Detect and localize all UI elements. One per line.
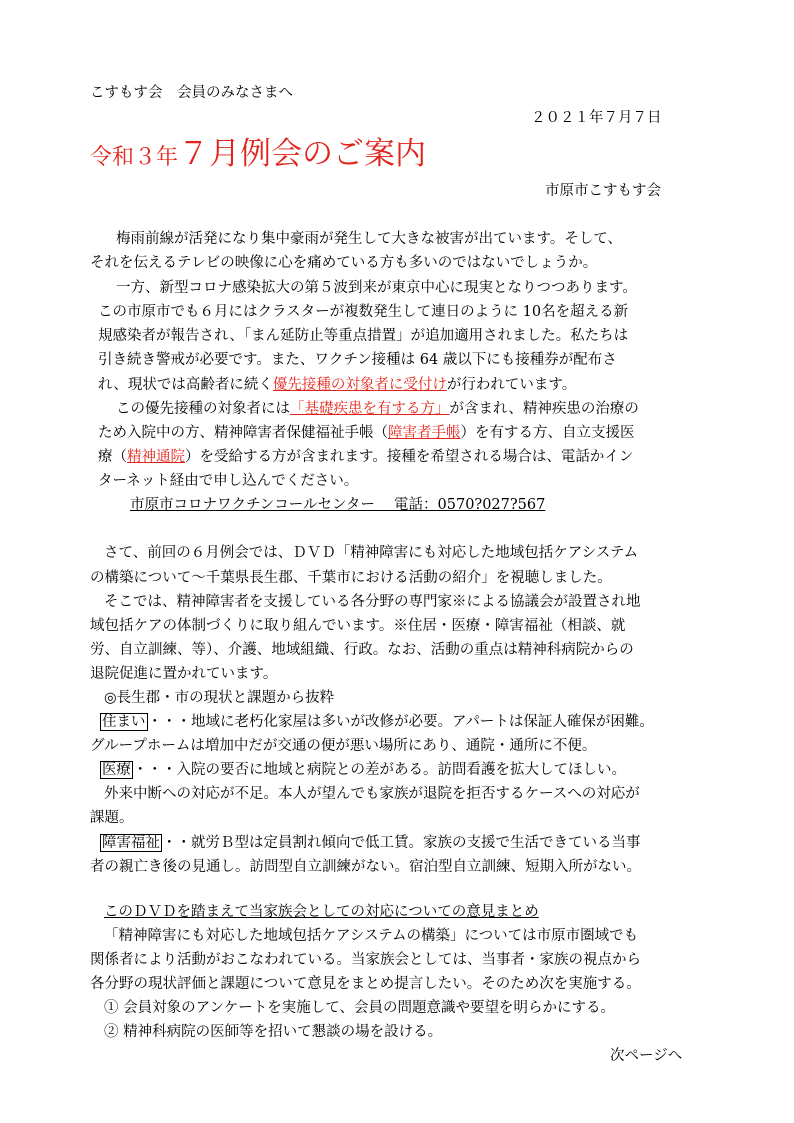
report-line: 労、自立訓練、等）、介護、地域組織、行政。なお、活動の重点は精神科病院からの: [90, 642, 634, 658]
greeting: こすもす会 会員のみなさまへ: [90, 85, 293, 101]
intro-line: この市原市でも６月にはクラスターが複数発生して連日のように 10名を超える新: [98, 304, 629, 320]
medical-label: 医療: [102, 762, 131, 778]
organization-name: 市原市こすもす会: [545, 183, 661, 199]
intro-line: それを伝えるテレビの映像に心を痛めている方も多いのではないでしょうか。: [90, 255, 598, 271]
text-segment: ・・・入院の要否に地域と病院との差がある。訪問看護を拡大してほしい。: [133, 762, 626, 778]
summary-heading: このＤＶＤを踏まえて当家族会としての対応についての意見まとめ: [104, 904, 539, 920]
summary-item-1: ① 会員対象のアンケートを実施して、会員の問題意識や要望を明らかにする。: [104, 1000, 615, 1016]
excerpt-heading: ◎長生郡・市の現状と課題から抜粋: [104, 690, 335, 706]
report-line: の構築について〜千葉県長生郡、千葉市における活動の紹介」を視聴しました。: [90, 570, 612, 586]
text-segment: ため入院中の方、精神障害者保健福祉手帳（: [98, 425, 388, 441]
text-segment: この優先接種の対象者には: [116, 401, 290, 417]
report-line: さて、前回の６月例会では、ＤＶＤ「精神障害にも対応した地域包括ケアシステム: [104, 545, 639, 561]
intro-line: 梅雨前線が活発になり集中豪雨が発生して大きな被害が出ています。そして、: [116, 231, 623, 247]
housing-item: [100, 713, 654, 731]
priority-vaccination-note: 優先接種の対象者に受付け: [272, 377, 447, 393]
report-line: グループホームは増加中だが交通の便が悪い場所にあり、通院・通所に不便。: [90, 738, 597, 754]
report-line: 外来中断への対応が不足。本人が望んでも家族が退院を拒否するケースへの対応が: [104, 786, 640, 802]
intro-line: [98, 376, 576, 394]
text-segment: 療（: [98, 449, 127, 465]
title-era: 令和３年: [90, 145, 179, 170]
intro-line: 規感染者が報告され、「まん延防止等重点措置」が追加適用されました。私たちは: [98, 328, 629, 344]
summary-line: 関係者により活動がおこなわれている。当家族会としては、当事者・家族の視点から: [90, 952, 641, 968]
summary-line: 「精神障害にも対応した地域包括ケアシステムの構築」については市原市圏域でも: [104, 928, 639, 944]
summary-line: 各分野の現状評価と課題について意見をまとめ提言したい。そのため次を実施する。: [90, 976, 641, 992]
welfare-item: [100, 834, 641, 852]
intro-line: ターネット経由で申し込んでください。: [98, 473, 359, 489]
summary-item-2: ② 精神科病院の医師等を招いて懇談の場を設ける。: [104, 1024, 443, 1040]
call-center-info: 市原市コロナワクチンコールセンター 電話：0570?027?567: [130, 497, 546, 513]
report-line: そこでは、精神障害者を支援している各分野の専門家※による協議会が設置され地: [104, 594, 641, 610]
report-line: 者の親亡き後の見通し。訪問型自立訓練がない。宿泊型自立訓練、短期入所がない。: [90, 859, 641, 875]
next-page-label: 次ページへ: [610, 1048, 683, 1064]
text-segment: ・・・地域に老朽化家屋は多いが改修が必要。アパートは保証人確保が困難。: [147, 714, 654, 730]
text-segment: ）を有する方、自立支援医: [460, 425, 635, 441]
welfare-label: 障害福祉: [102, 835, 160, 851]
underlying-condition-note: 「基礎疾患を有する方」: [290, 401, 450, 417]
intro-line: [98, 448, 633, 466]
text-segment: が行われています。: [446, 377, 577, 393]
page-title: [90, 136, 427, 173]
intro-line: 引き続き警戒が必要です。また、ワクチン接種は 64 歳以下にも接種券が配布さ: [98, 352, 617, 368]
text-segment: れ、現状では高齢者に続く: [98, 377, 273, 393]
report-line: 域包括ケアの体制づくりに取り組んでいます。※住居・医療・障害福祉（相談、就: [90, 618, 626, 634]
document-date: ２０２１年７月７日: [531, 110, 662, 126]
housing-label: 住まい: [102, 714, 146, 730]
medical-item: [100, 761, 626, 779]
text-segment: ・・就労Ｂ型は定員割れ傾向で低工賃。家族の支援で生活できている当事: [162, 835, 641, 851]
text-segment: が含まれ、精神疾患の治療の: [449, 401, 639, 417]
text-segment: ）を受給する方が含まれます。接種を希望される場合は、電話かイン: [185, 449, 634, 465]
report-line: 課題。: [90, 810, 134, 826]
disability-certificate-note: 障害者手帳: [388, 425, 461, 441]
title-main: ７月例会のご案内: [178, 136, 427, 172]
psychiatric-outpatient-note: 精神通院: [127, 449, 185, 465]
intro-line: [116, 400, 639, 418]
report-line: 退院促進に置かれています。: [90, 666, 278, 682]
intro-line: [98, 424, 635, 442]
intro-line: 一方、新型コロナ感染拡大の第５波到来が東京中心に現実となりつつあります。: [116, 280, 637, 296]
